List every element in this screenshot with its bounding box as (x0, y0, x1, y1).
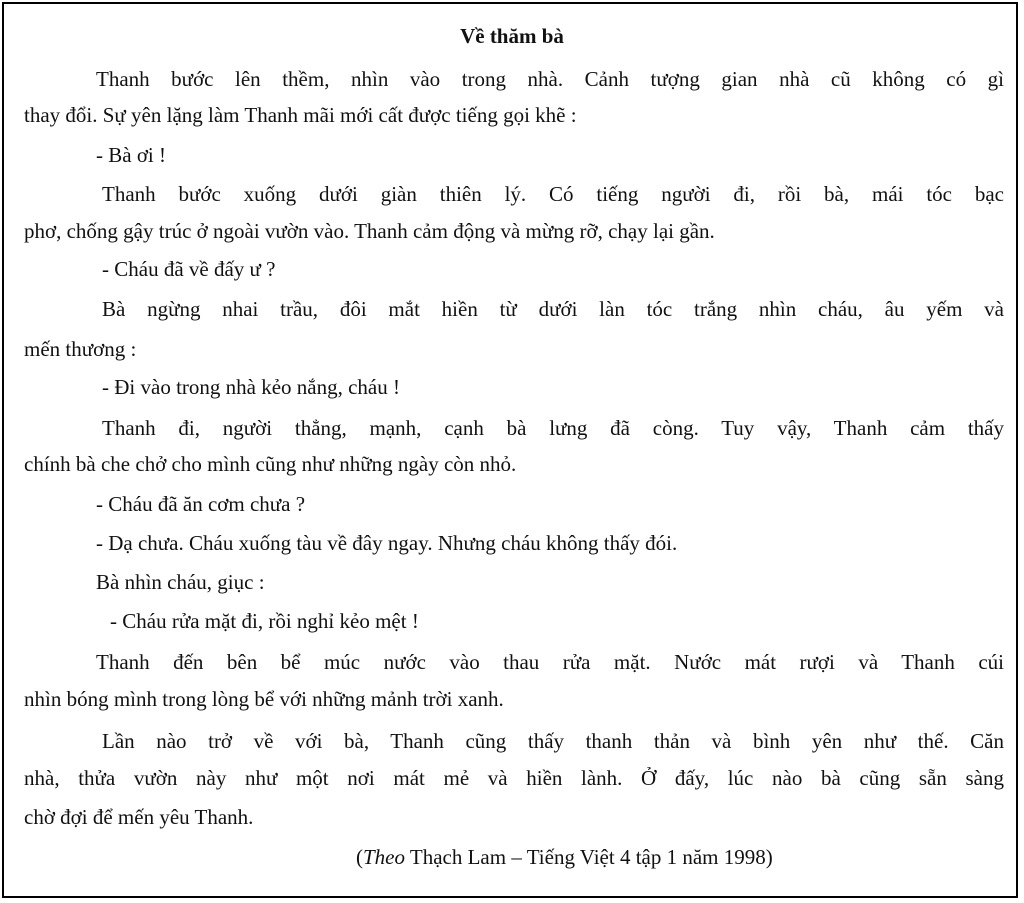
dialogue-line: - Bà ơi ! (96, 143, 167, 167)
paragraph-line: Bà nhìn cháu, giục : (96, 570, 265, 594)
paragraph-line: thay đổi. Sự yên lặng làm Thanh mãi mới cất được tiếng gọi khẽ : (24, 103, 577, 127)
document-title: Về thăm bà (460, 24, 564, 48)
paragraph-line: Bà ngừng nhai trầu, đôi mắt hiền từ dưới làn tóc trắng nhìn cháu, âu yếm và (102, 297, 1004, 321)
paragraph-line: Thanh đến bên bể múc nước vào thau rửa mặt. Nước mát rượi và Thanh cúi (96, 650, 1004, 674)
paragraph-line: chờ đợi để mến yêu Thanh. (24, 805, 254, 829)
document-frame (2, 2, 1018, 898)
paragraph-line: chính bà che chở cho mình cũng như những ngày còn nhỏ. (24, 452, 517, 476)
paragraph-line: Lần nào trở về với bà, Thanh cũng thấy thanh thản và bình yên như thế. Căn (102, 729, 1004, 753)
dialogue-line: - Cháu đã về đấy ư ? (102, 257, 276, 281)
dialogue-line: - Cháu rửa mặt đi, rồi nghỉ kẻo mệt ! (110, 609, 419, 633)
paragraph-line: nhìn bóng mình trong lòng bể với những mảnh trời xanh. (24, 687, 504, 711)
dialogue-line: - Dạ chưa. Cháu xuống tàu về đây ngay. Nhưng cháu không thấy đói. (96, 531, 678, 555)
citation (356, 843, 773, 871)
citation-theo: Theo (363, 845, 405, 869)
paragraph-line: mến thương : (24, 337, 137, 361)
dialogue-line: - Đi vào trong nhà kẻo nắng, cháu ! (102, 375, 400, 399)
citation-source: Thạch Lam – Tiếng Việt 4 tập 1 năm 1998) (405, 845, 773, 869)
paragraph-line: Thanh bước lên thềm, nhìn vào trong nhà. Cảnh tượng gian nhà cũ không có gì (96, 67, 1004, 91)
paragraph-line: phơ, chống gậy trúc ở ngoài vườn vào. Thanh cảm động và mừng rỡ, chạy lại gần. (24, 219, 715, 243)
dialogue-line: - Cháu đã ăn cơm chưa ? (96, 492, 306, 516)
citation-open-paren: ( (356, 845, 363, 869)
paragraph-line: Thanh đi, người thẳng, mạnh, cạnh bà lưng đã còng. Tuy vậy, Thanh cảm thấy (102, 416, 1004, 440)
paragraph-line: nhà, thửa vườn này như một nơi mát mẻ và hiền lành. Ở đấy, lúc nào bà cũng sẵn sàng (24, 766, 1004, 790)
paragraph-line: Thanh bước xuống dưới giàn thiên lý. Có tiếng người đi, rồi bà, mái tóc bạc (102, 182, 1004, 206)
